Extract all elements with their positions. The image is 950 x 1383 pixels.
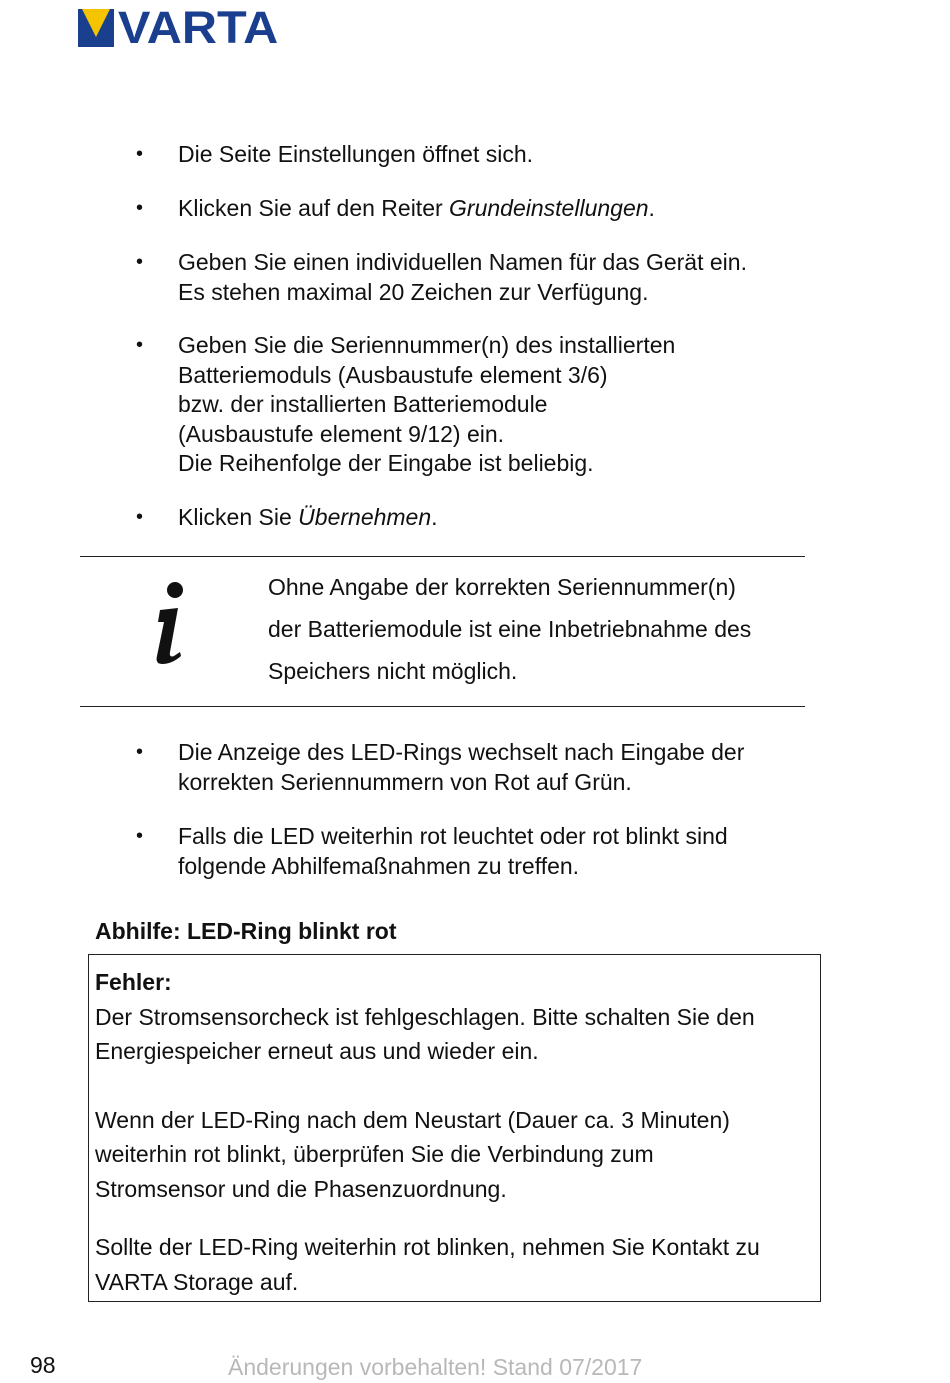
ui-term-uebernehmen: Übernehmen [298, 504, 432, 530]
footer-note: Änderungen vorbehalten! Stand 07/2017 [228, 1354, 643, 1380]
info-note-line: der Batteriemodule ist eine Inbetriebnahme des [268, 616, 752, 642]
remedy-text-line: Der Stromsensorcheck ist fehlgeschlagen. Bitte schalten Sie den [95, 1003, 755, 1030]
list-item-text: Falls die LED weiterhin rot leuchtet oder rot blinkt sind [178, 823, 728, 849]
list-item-text: Die Seite Einstellungen öffnet sich. [178, 141, 534, 167]
list-item-text: Batteriemoduls (Ausbaustufe element 3/6) [178, 361, 608, 388]
bullet-dot: • [136, 506, 144, 528]
list-item [136, 248, 818, 307]
list-item-text: Die Anzeige des LED-Rings wechselt nach Eingabe der [178, 739, 745, 765]
divider-top [80, 556, 805, 557]
list-item-text: Klicken Sie auf den Reiter Grundeinstellungen. [178, 195, 655, 221]
remedy-text-line: weiterhin rot blinkt, überprüfen Sie die Verbindung zum [95, 1141, 654, 1167]
bullet-dot: • [136, 741, 144, 763]
list-item [136, 140, 818, 170]
bullet-dot: • [136, 251, 144, 273]
paragraph-spacer [95, 1069, 815, 1103]
list-item-text: folgende Abhilfemaßnahmen zu treffen. [178, 852, 580, 879]
bullet-dot: • [136, 334, 144, 356]
remedy-text-line: Stromsensor und die Phasenzuordnung. [95, 1175, 507, 1202]
list-item-text: (Ausbaustufe element 9/12) ein. [178, 420, 505, 447]
list-item [136, 194, 818, 224]
bullet-dot: • [136, 197, 144, 219]
list-item-text: Es stehen maximal 20 Zeichen zur Verfügung. [178, 278, 649, 305]
info-note-line: Speichers nicht möglich. [268, 658, 518, 684]
varta-logo-mark [78, 9, 114, 47]
list-item-text: Die Reihenfolge der Eingabe ist beliebig. [178, 450, 594, 476]
remedy-heading: Abhilfe: LED-Ring blinkt rot [95, 918, 397, 944]
remedy-text-line: Wenn der LED-Ring nach dem Neustart (Dauer ca. 3 Minuten) [95, 1106, 730, 1133]
bullet-dot: • [136, 143, 144, 165]
list-item [136, 503, 818, 533]
list-item [136, 822, 818, 881]
paragraph-spacer [95, 1206, 815, 1230]
info-icon [150, 580, 190, 670]
remedy-text-line: VARTA Storage auf. [95, 1268, 299, 1295]
info-note-text [268, 566, 808, 692]
list-item-text: Geben Sie die Seriennummer(n) des installierten [178, 332, 676, 358]
remedy-box [88, 954, 821, 1302]
divider-bottom [80, 706, 805, 707]
remedy-text-line: Sollte der LED-Ring weiterhin rot blinken, nehmen Sie Kontakt zu [95, 1234, 760, 1260]
varta-logo-text: VARTA [118, 2, 279, 53]
info-note-line: Ohne Angabe der korrekten Seriennummer(n) [268, 574, 736, 600]
error-label: Fehler: [95, 969, 172, 995]
list-item [136, 738, 818, 797]
page-number: 98 [30, 1352, 56, 1378]
ui-term-grundeinstellungen: Grundeinstellungen [449, 195, 649, 221]
list-item-text: korrekten Seriennummern von Rot auf Grün. [178, 768, 632, 795]
varta-logo [78, 2, 279, 53]
remedy-box-content [95, 965, 815, 1299]
remedy-text-line: Energiespeicher erneut aus und wieder ein. [95, 1038, 539, 1064]
list-item-text: Klicken Sie Übernehmen. [178, 504, 438, 530]
list-item [136, 331, 818, 479]
bullet-dot: • [136, 825, 144, 847]
list-item-text: Geben Sie einen individuellen Namen für das Gerät ein. [178, 249, 747, 275]
list-item-text: bzw. der installierten Batteriemodule [178, 391, 548, 417]
